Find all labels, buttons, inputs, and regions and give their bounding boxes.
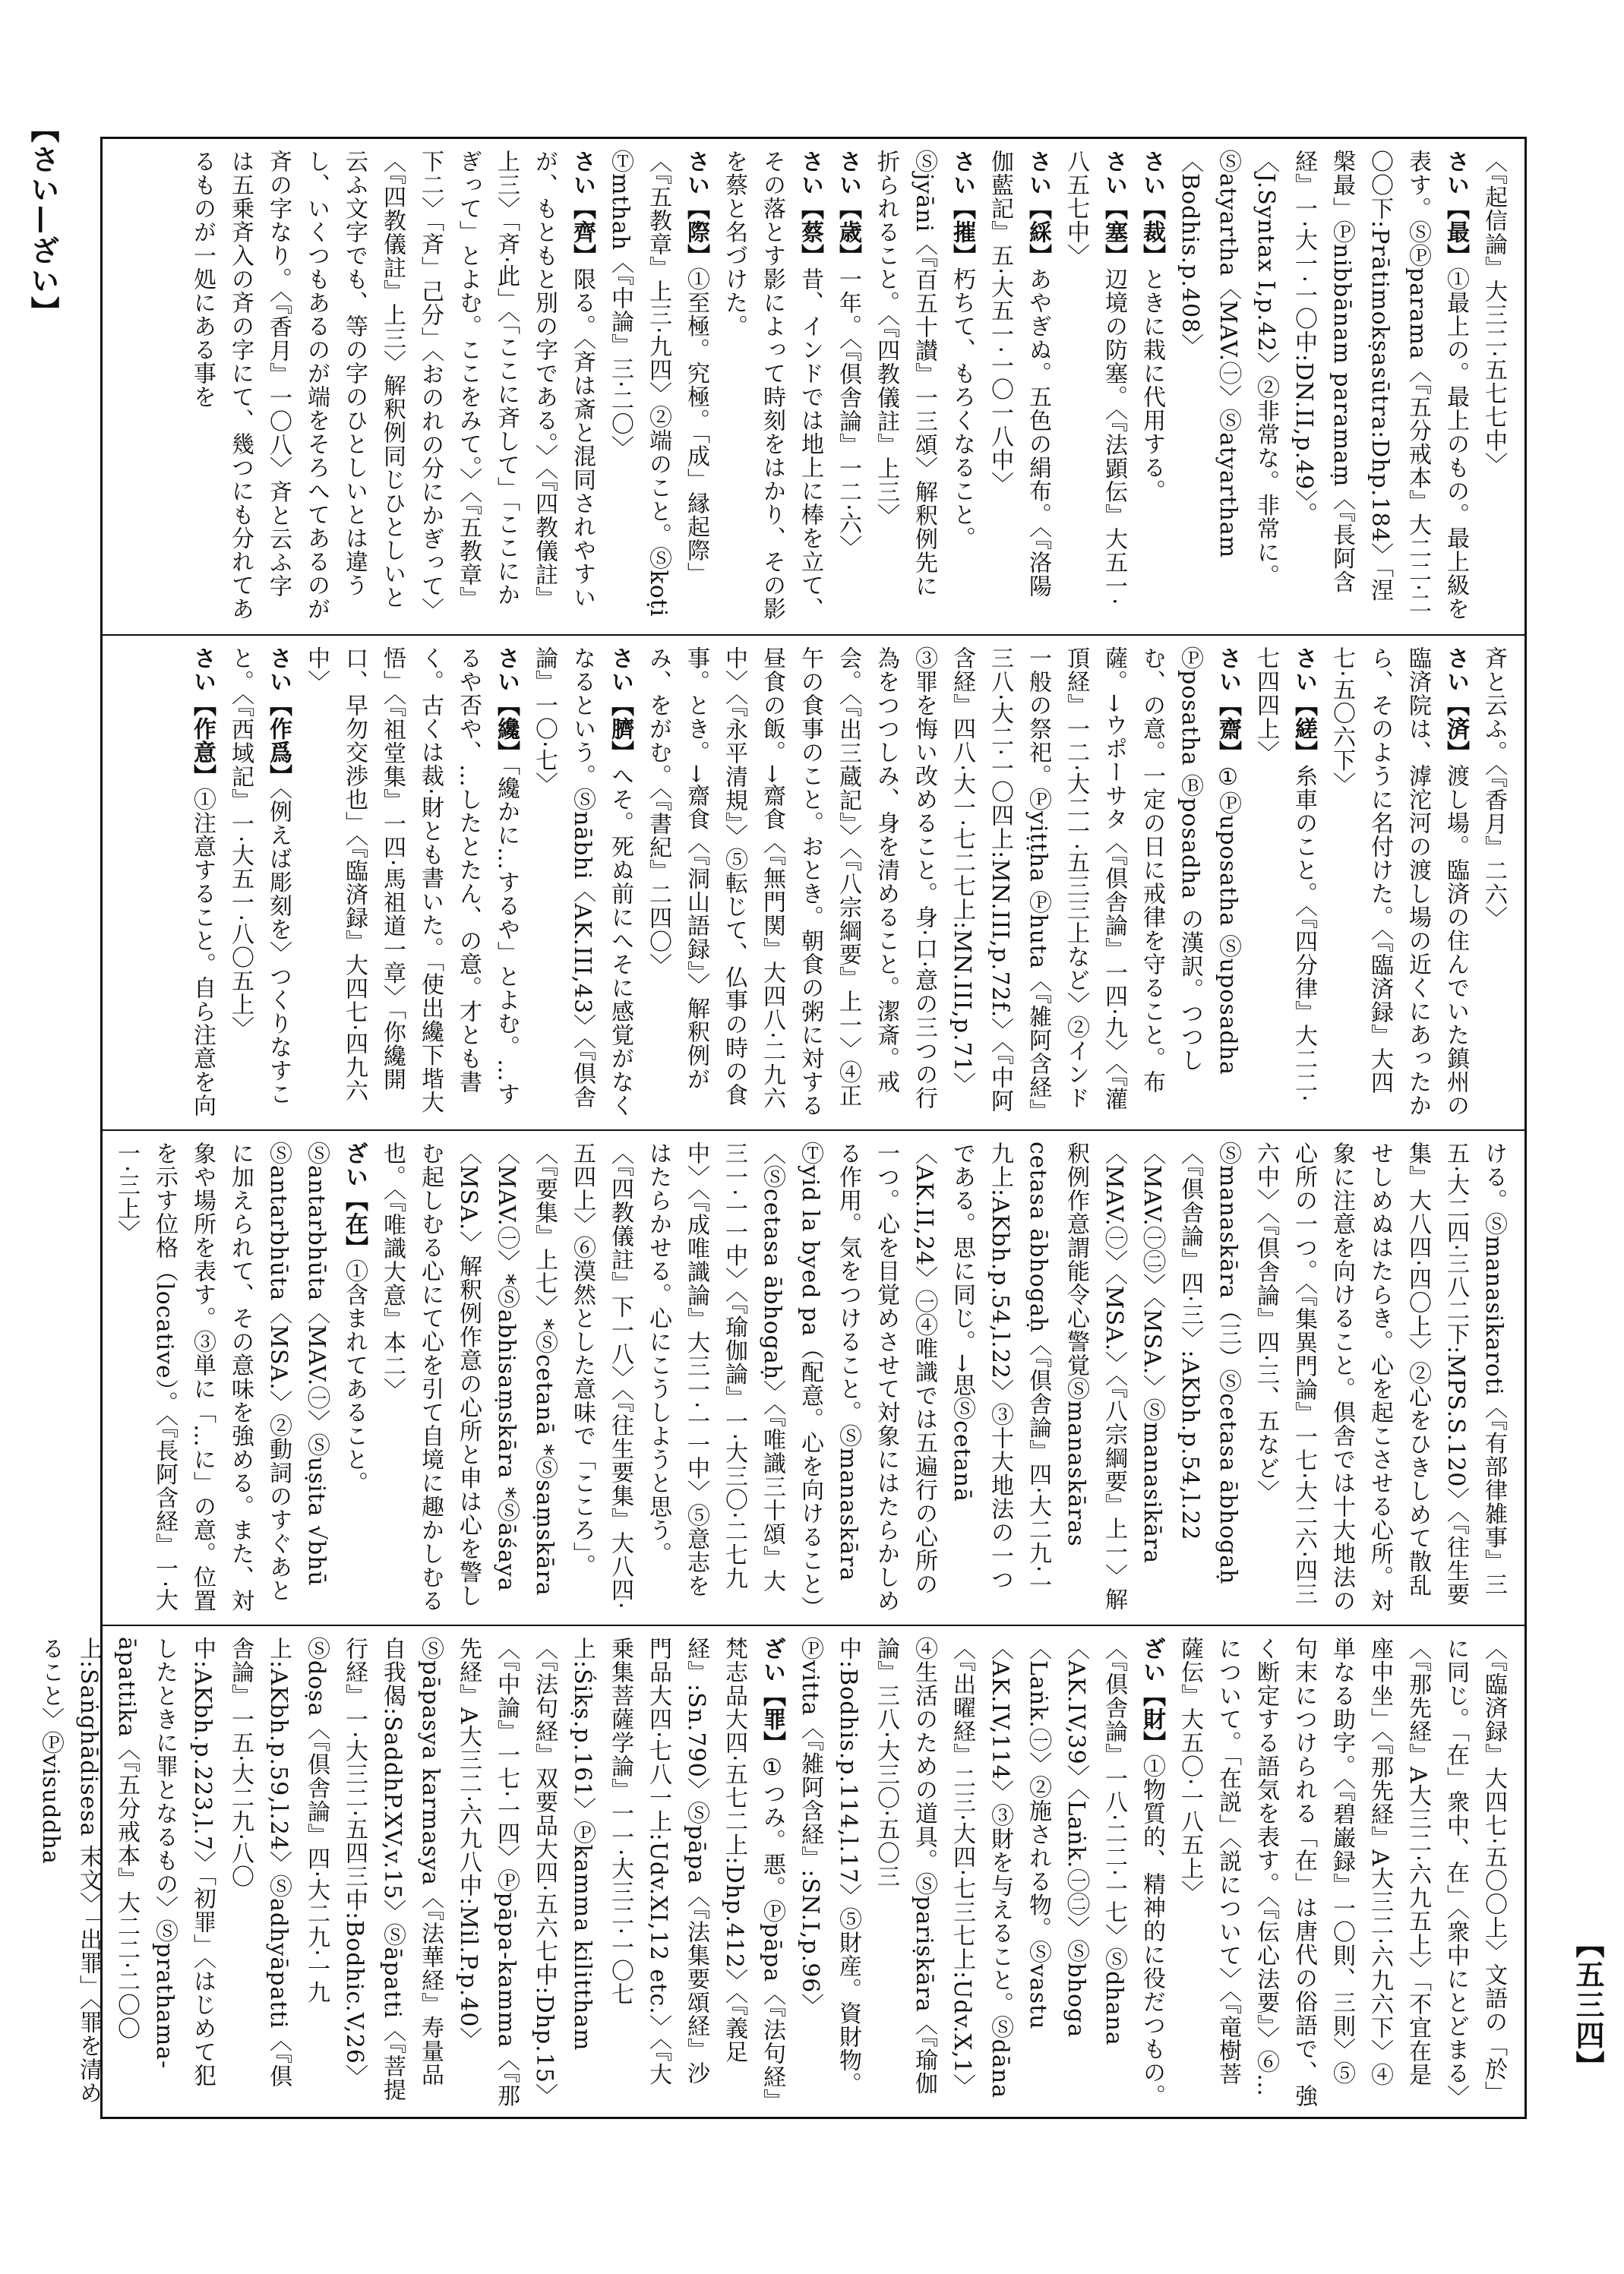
entry-headword: さい【塞】 xyxy=(1101,150,1127,267)
dictionary-entry xyxy=(791,1637,1171,2108)
entry-headword: さい【作爲】 xyxy=(265,646,292,788)
dictionary-entry xyxy=(1246,646,1322,1117)
entry-definition: 限る。〈斉は斎と混同されやすいが、もともと別の字である。〉〈『四教儀註』上三〉「斉‧此」〈「ここに斉して」「ここにかぎって」とよむ。ここをみて。〉〈『五教章』下二〉「斉」己分」〈おのれの分にかぎって〉〈『四教儀註』上三〉解釈例同じひとしいと云ふ文字でも、等の字のひとしいとは違うし、いくつもあるのが端をそろへてあるのが斉の字なり。〈『香月』一〇八〉斉と云ふ字は五乗斉入の斉の字にて、幾つにも分れてあるものが一処にある事を xyxy=(189,150,596,621)
tier-2-text xyxy=(183,646,1512,1117)
entry-definition: 斉と云ふ。〈『香月』二六〉 xyxy=(1480,646,1507,930)
entry-definition: ①至極。究極。「成」縁起際」〈『五教章』上三‧九四〉②端のこと。Ⓢkoṭi Ⓣmthah〈『中論』三‧二〇〉 xyxy=(607,150,709,617)
entry-definition: 辺境の防塞。〈『法顕伝』大五一‧八五七中〉 xyxy=(1063,150,1127,606)
entry-headword: さい【綵】 xyxy=(1025,150,1051,267)
entry-definition: 朽ちて、もろくなること。Ⓢjyāni〈『百五十讃』一三頌〉解釈例先に折られること。〈『四教儀註』上三〉 xyxy=(873,150,975,599)
dictionary-entry xyxy=(1474,150,1512,621)
entry-headword: さい【齊】 xyxy=(569,150,596,267)
tier-4-text xyxy=(37,1637,1512,2108)
entry-definition: ①物質的、精神的に役だつもの。〈『倶舎論』一八‧二二‧一七〉Ⓢdhana〈AK.IV,39〉〈Laṅk.㊀㊁〉Ⓢbhoga〈Laṅk.㊀〉②施される物。Ⓢvastu〈AK.IV,114〉③財を与えること。Ⓢdāna〈『出曜経』二三‧大四‧七三七上:Udv.X,1〉④生活のための道具。Ⓢpariṣkāra〈『瑜伽論』三八‧大三〇‧五〇三中:Bodhis.p.114,l.17〉⑤財産。資財物。Ⓟvitta〈『雑阿含経』:SN.I,p.96〉 xyxy=(797,1637,1165,2108)
entry-headword: さい【済】 xyxy=(1442,646,1469,764)
entry-definition: ①注意すること。自ら注意を向 xyxy=(189,788,216,1117)
tier-4 xyxy=(37,1625,1524,2118)
entry-headword: さい【縒】 xyxy=(1291,646,1317,764)
section-header: 【さい—ざい】 xyxy=(26,114,60,327)
entry-definition: へそ。死ぬ前にへそに感覚がなくなるという。Ⓢnābhi〈AK.III,43〉〈『倶舎論』一〇‧七〉 xyxy=(531,646,633,1117)
entry-definition: 糸車のこと。〈『四分律』大二二‧七四四上〉 xyxy=(1253,646,1317,1103)
entry-definition: 〈例えば彫刻を〉つくりなすこと。〈『西域記』一‧大五一‧八〇五上〉 xyxy=(227,646,292,1106)
dictionary-entry xyxy=(221,646,297,1117)
entry-headword: さい【摧】 xyxy=(949,150,975,267)
entry-definition: ①含まれてあること。Ⓢantarbhūta〈MAV.㊀〉Ⓢuṣita √bhū Ⓢantarbhūta〈MSA.〉②動詞のすぐあとに加えられて、その意味を強める。また、対象や場所を表す。③単に「…に」の意。位置を示す位格（locative）。〈『長阿含経』一‧大一‧三上〉 xyxy=(113,1142,368,1612)
entry-headword: さい【際】 xyxy=(683,150,709,267)
entry-definition: ときに栽に代用する。 xyxy=(1139,267,1165,503)
dictionary-entry xyxy=(1057,150,1133,621)
entry-headword: さい【最】 xyxy=(1442,150,1469,267)
entry-headword: さい【歳】 xyxy=(835,150,861,267)
dictionary-entry xyxy=(107,1142,373,1612)
entry-headword: さい【齋】 xyxy=(1215,646,1241,764)
entry-definition: 「纔かに…するや」とよむ。…するや否や、…したとたん、の意。才とも書く。古くは裁‧財とも書いた。「使出纔下堦大悟」〈『祖堂集』一四‧馬祖道一章〉「你纔開口、早勿交渉也」〈『臨済録』大四七‧四九六中〉 xyxy=(303,646,520,1114)
dictionary-entry xyxy=(31,1637,791,2108)
entry-definition: 〈『起信論』大三二‧五七七中〉 xyxy=(1480,150,1507,476)
dictionary-entry xyxy=(183,150,601,621)
entry-headword: ざい【財】 xyxy=(1139,1637,1165,1754)
dictionary-entry xyxy=(981,150,1057,621)
entry-headword: さい【作意】 xyxy=(189,646,216,788)
dictionary-entry xyxy=(715,150,829,621)
entry-definition: 〈『臨済録』大四七‧五〇〇上〉文語の「於」に同じ。「在」衆中、在」〈衆中にとどまる〉〈『那先経』A大三二‧六九五上〉「不宜在是座中坐」〈『那先経』A大三二‧六九六下〉④単なる助字。〈『碧巌録』一〇則、三則〉⑤句末につけられる「在」は唐代の俗語で、強く断定する語気を表す。〈『伝心法要』〉⑥…について。「在説」〈説について〉〈『竜樹菩薩伝』大五〇‧一八五上〉 xyxy=(1177,1637,1507,2108)
dictionary-entry xyxy=(829,150,867,621)
dictionary-entry xyxy=(1171,1637,1512,2108)
dictionary-entry xyxy=(1133,150,1171,621)
dictionary-entry xyxy=(639,646,1246,1117)
dictionary-entry xyxy=(183,646,221,1117)
entry-definition: ける。Ⓢmanasikaroti〈『有部律雑事』三五‧大二四‧三八二下:MPS.S.120〉〈『往生要集』大八四‧四〇上〉②心をひきしめて散乱せしめぬはたらき。心を起こさせる心所。対象に注意を向けること。倶舎では十大地法の心所の一つ。〈『集異門論』一七‧大二六‧四三六中〉〈『倶舎論』四‧三、五など〉Ⓢmanaskāra（三）Ⓢcetasa ābhogaḥ〈『倶舎論』四‧三〉:AKbh.p.54,l.22〈MAV.㊀㊁〉〈MSA.〉Ⓢmanasikāra〈MAV.㊀〉〈MSA.〉〈『八宗綱要』上一〉解釈例作意謂能令心警覚Ⓢmanaskāras cetasa ābhogaḥ〈『倶舎論』四‧大二九‧一九上:AKbh.p.54,l.22〉③十大地法の一つである。思に同じ。→思Ⓢcetanā〈AK.II,24〉㊀④唯識では五遍行の心所の一つ。心を目覚めさせて対象にはたらかしめる作用。気をつけること。Ⓢmanaskāra Ⓣyid la byed pa（配意。心を向けること）〈Ⓢcetasa ābhogaḥ〉〈『唯識三十頌』大三一‧一一中〉〈『瑜伽論』一‧大三〇‧二七九中〉〈『成唯識論』大三一‧一一中〉⑤意志をはたらかせる。心にこうしようと思う。〈『四教儀註』下一八〉〈『往生要集』大八四‧五四上〉⑥漠然とした意味で「こころ」。〈『要集』上七〉*Ⓢcetanā *Ⓢsaṃskāra〈MAV.㊀〉*Ⓢabhisaṃskāra *Ⓢāśaya〈MSA.〉解釈例作意の心所と申は心を警しむ起しむる心にて心を引て自境に趣かしむる也。〈『唯識大意』本二〉 xyxy=(379,1142,1507,1612)
dictionary-entry xyxy=(1474,646,1512,1117)
entry-definition: ①つみ。悪。Ⓟpāpa〈『法句経』梵志品大四‧五七二上:Dhp.412〉〈『義足経』:Sn.790〉Ⓢpāpa〈『法集要頌経』沙門品大四‧七八一上:Udv.XI,12 etc.〉〈『大乗集菩薩学論』一一‧大三二‧一〇七上:Śikṣ.p.161〉Ⓟkamma kilittham〈『法句経』双要品大四‧五六七中:Dhp.15〉〈『中論』一七‧一四〉Ⓟpāpa-kamma〈『那先経』A大三二‧六九八中:Mil.P.p.40〉Ⓢpāpasya karmasya〈『法華経』寿量品自我偈:SaddhP.XV,v.15〉Ⓢāpatti〈『菩提行経』一‧大三二‧五四三中:Bodhic.V,26〉Ⓢdoṣa〈『倶舎論』四‧大二九‧一九上:AKbh.p.59,l.24〉Ⓢadhyāpatti〈『倶舎論』一五‧大二九‧八〇中:AKbh.p.223,l.7〉「初罪」〈はじめて犯したときに罪となるもの〉Ⓢprathama-āpattika〈『五分戒本』大二二‧二〇〇上:Saṅghādisesa 末文〉「出罪」〈罪を清めること〉Ⓟvisuddha xyxy=(37,1637,785,2108)
entry-definition: 一年。〈『倶舎論』一二‧六〉 xyxy=(835,267,861,559)
entry-definition: あやぎぬ。五色の絹布。〈『洛陽伽藍記』五‧大五一‧一〇一八中〉 xyxy=(987,150,1051,598)
entry-headword: ざい【在】 xyxy=(341,1142,368,1259)
tier-3 xyxy=(103,1129,1524,1626)
dictionary-entry xyxy=(867,150,981,621)
tier-1-text xyxy=(183,150,1512,621)
dictionary-entry xyxy=(373,1142,1512,1612)
page-number: 【五三四】 xyxy=(1571,1929,1605,2081)
entry-definition: ①Ⓟuposatha Ⓢuposadha Ⓟposatha Ⓑposadha の漢訳。つつしむ、の意。一定の日に戒律を守ること。布薩。→ウポーサタ〈『倶舎論』一四‧九〉〈『灌頂経』一二‧大二一‧五三三上など〉②インド一般の祭祀。Ⓟyiṭṭha Ⓟhuta〈『雑阿含経』三八‧大二‧一〇四上:MN.III,p.72f.〉〈『中阿含経』四八‧大一‧七二七上:MN.III,p.71〉③罪を悔い改めること。身‧口‧意の三つの行為をつつしみ、身を清めること。潔斎。戒会。〈『出三蔵記』〉〈『八宗綱要』上一〉④正午の食事のこと。おとき。朝食の粥に対する昼食の飯。→齋食〈『無門関』大四八‧二九六中〉〈『永平清規』〉⑤転じて、仏事の時の食事。とき。→齋食〈『洞山語録』〉解釈例がみ、をがむ。〈『書紀』二四〇〉 xyxy=(645,646,1241,1117)
dictionary-entry xyxy=(1171,150,1474,621)
entry-definition: 昔、インドでは地上に棒を立て、その落とす影によって時刻をはかり、その影を蔡と名づけた。 xyxy=(721,150,823,621)
entry-headword: ざい【罪】 xyxy=(759,1637,785,1754)
entry-headword: さい【裁】 xyxy=(1139,150,1165,267)
entry-headword: さい【蔡】 xyxy=(797,150,823,267)
dictionary-entry xyxy=(1322,646,1474,1117)
entry-definition: ①最上の。最上のもの。最上級を表す。ⓈⓅparama〈『五分戒本』大二二‧二〇〇下:Prātimokṣasūtra:Dhp.184〉「涅槃最」Ⓟnibbānam paramaṃ〈『長阿含経』一‧大一‧一〇中:DN.II,p.49〉。〈J.Syntax I,p.42〉②非常な。非常に。Ⓢatyartha〈MAV.㊀〉Ⓢatyartham〈Bodhis.p.408〉 xyxy=(1177,150,1469,621)
dictionary-entry xyxy=(525,646,639,1117)
tier-3-text xyxy=(115,1142,1512,1612)
entry-headword: さい【臍】 xyxy=(607,646,633,764)
tier-1 xyxy=(103,139,1524,634)
tier-2 xyxy=(103,634,1524,1131)
dictionary-entry xyxy=(601,150,715,621)
dictionary-entry xyxy=(297,646,525,1117)
entry-definition: 渡し場。臨済の住んでいた鎮州の臨済院は、滹沱河の渡し場の近くにあったから、そのように名付けた。〈『臨済録』大四七‧五〇六下〉 xyxy=(1329,646,1469,1117)
entry-headword: さい【纔】 xyxy=(493,646,520,764)
